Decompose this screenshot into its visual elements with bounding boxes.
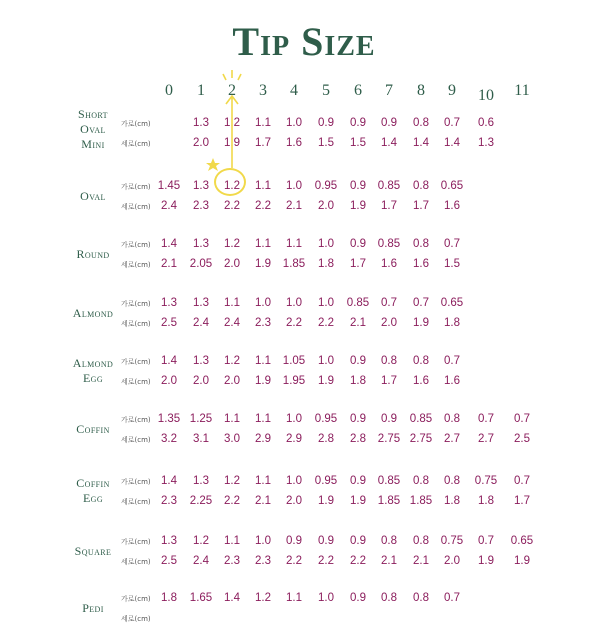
width-value: 0.8	[413, 117, 429, 129]
width-value: 1.2	[255, 592, 271, 604]
length-value: 2.2	[224, 200, 240, 212]
length-value: 1.4	[381, 137, 397, 149]
length-value: 2.4	[224, 317, 240, 329]
shape-name-line: Coffin	[76, 476, 110, 490]
width-value: 1.2	[224, 238, 240, 250]
width-value: 1.2	[224, 355, 240, 367]
length-value: 1.6	[444, 200, 460, 212]
shape-name-line: Oval	[80, 188, 106, 203]
width-label: 가로(cm)	[121, 478, 151, 486]
width-value: 1.3	[161, 297, 177, 309]
shape-name-line: Pedi	[82, 600, 104, 615]
length-value: 2.3	[224, 555, 240, 567]
width-value: 0.7	[413, 297, 429, 309]
width-value: 0.6	[478, 117, 494, 129]
length-value: 2.2	[318, 317, 334, 329]
length-value: 2.4	[161, 200, 177, 212]
width-value: 0.65	[440, 297, 464, 309]
width-value: 0.7	[381, 297, 397, 309]
length-value: 1.8	[478, 495, 494, 507]
width-value: 0.7	[514, 413, 530, 425]
width-value: 0.65	[440, 180, 464, 192]
width-value: 0.8	[413, 180, 429, 192]
width-value: 1.2	[224, 180, 240, 192]
length-value: 2.75	[409, 433, 433, 445]
width-value: 1.4	[224, 592, 240, 604]
width-value: 1.1	[255, 180, 271, 192]
width-value: 0.9	[350, 180, 366, 192]
width-value: 1.2	[193, 535, 209, 547]
width-value: 1.8	[161, 592, 177, 604]
size-header: 3	[259, 82, 267, 99]
length-value: 1.7	[350, 258, 366, 270]
length-value: 2.0	[444, 555, 460, 567]
length-value: 1.7	[413, 200, 429, 212]
length-value: 1.8	[444, 317, 460, 329]
length-value: 1.7	[255, 137, 271, 149]
length-value: 2.2	[286, 555, 302, 567]
width-value: 1.0	[255, 297, 271, 309]
width-label: 가로(cm)	[121, 538, 151, 546]
width-value: 1.1	[255, 475, 271, 487]
length-value: 1.8	[444, 495, 460, 507]
length-value: 1.6	[444, 375, 460, 387]
shape-name-line: Coffin	[76, 421, 110, 436]
length-value: 2.0	[193, 375, 209, 387]
width-value: 1.3	[161, 535, 177, 547]
width-value: 1.0	[286, 413, 302, 425]
width-value: 0.9	[381, 413, 397, 425]
length-value: 2.5	[514, 433, 530, 445]
length-label: 세로(cm)	[121, 320, 151, 328]
length-label: 세로(cm)	[121, 378, 151, 386]
width-value: 1.0	[318, 592, 334, 604]
length-value: 1.85	[409, 495, 433, 507]
width-value: 0.8	[381, 535, 397, 547]
width-value: 1.1	[255, 355, 271, 367]
length-value: 2.3	[161, 495, 177, 507]
size-header: 0	[165, 82, 173, 99]
width-label: 가로(cm)	[121, 358, 151, 366]
length-value: 2.05	[189, 258, 213, 270]
width-value: 1.3	[193, 238, 209, 250]
width-value: 0.85	[377, 180, 401, 192]
length-value: 1.9	[514, 555, 530, 567]
width-value: 1.0	[255, 535, 271, 547]
width-value: 0.95	[314, 180, 338, 192]
length-value: 2.4	[193, 555, 209, 567]
length-value: 1.7	[381, 375, 397, 387]
width-value: 0.85	[377, 475, 401, 487]
length-label: 세로(cm)	[121, 498, 151, 506]
width-label: 가로(cm)	[121, 183, 151, 191]
width-value: 1.4	[161, 238, 177, 250]
length-value: 1.8	[350, 375, 366, 387]
length-value: 3.0	[224, 433, 240, 445]
length-value: 2.3	[255, 317, 271, 329]
shape-name-line: Mini	[81, 136, 105, 151]
length-value: 1.6	[286, 137, 302, 149]
width-value: 0.95	[314, 413, 338, 425]
width-value: 1.1	[286, 238, 302, 250]
length-value: 1.5	[444, 258, 460, 270]
width-value: 1.1	[224, 413, 240, 425]
width-value: 0.8	[413, 355, 429, 367]
width-value: 0.9	[318, 117, 334, 129]
width-value: 1.0	[286, 180, 302, 192]
sparkle-lines-icon	[223, 70, 241, 80]
width-value: 1.0	[286, 475, 302, 487]
width-value: 0.8	[413, 592, 429, 604]
length-value: 1.85	[377, 495, 401, 507]
length-value: 2.0	[224, 375, 240, 387]
width-value: 0.9	[350, 475, 366, 487]
shape-name-line: Egg	[82, 491, 104, 505]
length-value: 2.2	[286, 317, 302, 329]
length-value: 2.1	[413, 555, 429, 567]
width-value: 0.7	[444, 238, 460, 250]
length-value: 2.3	[255, 555, 271, 567]
width-value: 1.65	[189, 592, 213, 604]
star-icon	[206, 158, 220, 171]
width-value: 0.75	[474, 475, 498, 487]
shape-name-line: Oval	[80, 121, 106, 136]
length-label: 세로(cm)	[121, 140, 151, 148]
width-value: 0.9	[350, 535, 366, 547]
width-value: 0.8	[444, 475, 460, 487]
width-value: 0.85	[346, 297, 370, 309]
width-value: 0.7	[444, 117, 460, 129]
length-value: 2.2	[318, 555, 334, 567]
shape-name-line: Almond	[72, 305, 114, 320]
width-value: 0.75	[440, 535, 464, 547]
length-value: 2.75	[377, 433, 401, 445]
length-value: 1.9	[413, 317, 429, 329]
highlight-circle	[214, 168, 246, 196]
length-value: 1.7	[381, 200, 397, 212]
length-value: 1.8	[318, 258, 334, 270]
length-value: 1.9	[255, 258, 271, 270]
size-header: 5	[322, 82, 330, 99]
width-value: 0.9	[350, 117, 366, 129]
shape-name-line: Almond	[72, 356, 114, 370]
size-header: 6	[354, 82, 362, 99]
shape-name-line: Round	[76, 246, 110, 261]
length-value: 3.2	[161, 433, 177, 445]
width-label: 가로(cm)	[121, 595, 151, 603]
width-value: 1.2	[224, 117, 240, 129]
length-value: 2.5	[161, 317, 177, 329]
length-value: 2.0	[286, 495, 302, 507]
size-header: 11	[514, 82, 530, 99]
shape-name-line: Egg	[82, 371, 104, 385]
length-value: 2.2	[224, 495, 240, 507]
width-value: 0.85	[377, 238, 401, 250]
length-value: 2.4	[193, 317, 209, 329]
length-value: 1.6	[381, 258, 397, 270]
width-value: 0.9	[350, 413, 366, 425]
width-value: 1.25	[189, 413, 213, 425]
width-value: 0.9	[350, 238, 366, 250]
length-value: 1.4	[444, 137, 460, 149]
length-label: 세로(cm)	[121, 203, 151, 211]
width-value: 1.4	[161, 355, 177, 367]
width-value: 0.9	[381, 117, 397, 129]
length-value: 1.6	[413, 258, 429, 270]
width-value: 1.0	[286, 117, 302, 129]
width-value: 1.0	[318, 238, 334, 250]
length-value: 2.8	[318, 433, 334, 445]
width-value: 1.3	[193, 475, 209, 487]
width-value: 0.8	[413, 475, 429, 487]
width-value: 0.8	[381, 355, 397, 367]
width-value: 0.7	[444, 592, 460, 604]
length-label: 세로(cm)	[121, 261, 151, 269]
size-header: 1	[197, 82, 205, 99]
size-header: 8	[417, 82, 425, 99]
length-label: 세로(cm)	[121, 558, 151, 566]
width-value: 1.1	[286, 592, 302, 604]
width-value: 1.3	[193, 355, 209, 367]
size-header: 4	[290, 82, 298, 99]
width-value: 0.8	[413, 535, 429, 547]
width-value: 0.9	[350, 592, 366, 604]
length-value: 2.1	[381, 555, 397, 567]
size-header: 9	[448, 82, 456, 99]
length-value: 1.9	[255, 375, 271, 387]
length-value: 2.0	[193, 137, 209, 149]
size-header: 10	[478, 87, 494, 104]
length-value: 1.5	[350, 137, 366, 149]
width-value: 1.1	[224, 297, 240, 309]
size-header: 2	[228, 82, 236, 99]
length-value: 1.95	[282, 375, 306, 387]
length-value: 2.1	[286, 200, 302, 212]
width-value: 0.8	[444, 413, 460, 425]
length-label: 세로(cm)	[121, 436, 151, 444]
length-value: 2.0	[224, 258, 240, 270]
length-value: 2.1	[161, 258, 177, 270]
length-value: 1.4	[413, 137, 429, 149]
length-value: 1.3	[478, 137, 494, 149]
length-value: 1.9	[478, 555, 494, 567]
width-value: 1.35	[157, 413, 181, 425]
length-value: 2.0	[318, 200, 334, 212]
width-value: 0.7	[478, 413, 494, 425]
length-value: 1.9	[318, 375, 334, 387]
width-value: 0.7	[444, 355, 460, 367]
width-value: 0.85	[409, 413, 433, 425]
width-value: 0.65	[510, 535, 534, 547]
length-value: 1.9	[318, 495, 334, 507]
length-value: 3.1	[193, 433, 209, 445]
width-label: 가로(cm)	[121, 300, 151, 308]
length-value: 1.7	[514, 495, 530, 507]
length-value: 2.5	[161, 555, 177, 567]
page-title: Tip Size	[232, 19, 376, 64]
width-value: 0.7	[514, 475, 530, 487]
width-value: 1.1	[224, 535, 240, 547]
length-value: 2.8	[350, 433, 366, 445]
length-value: 2.1	[350, 317, 366, 329]
length-value: 1.5	[318, 137, 334, 149]
width-value: 1.2	[224, 475, 240, 487]
length-value: 1.9	[350, 495, 366, 507]
width-label: 가로(cm)	[121, 241, 151, 249]
width-value: 0.8	[413, 238, 429, 250]
width-value: 1.05	[282, 355, 306, 367]
width-label: 가로(cm)	[121, 416, 151, 424]
length-label: 세로(cm)	[121, 615, 151, 623]
length-value: 1.9	[350, 200, 366, 212]
shape-name-line: Short	[78, 106, 108, 121]
width-value: 1.3	[193, 180, 209, 192]
width-value: 0.7	[478, 535, 494, 547]
length-value: 1.6	[413, 375, 429, 387]
length-value: 2.25	[189, 495, 213, 507]
length-value: 2.2	[255, 200, 271, 212]
width-value: 0.9	[318, 535, 334, 547]
width-value: 0.8	[381, 592, 397, 604]
width-value: 1.3	[193, 297, 209, 309]
width-value: 1.0	[318, 297, 334, 309]
length-value: 2.7	[478, 433, 494, 445]
length-value: 2.7	[444, 433, 460, 445]
width-value: 0.9	[350, 355, 366, 367]
length-value: 2.1	[255, 495, 271, 507]
width-value: 1.0	[318, 355, 334, 367]
width-value: 0.9	[286, 535, 302, 547]
length-value: 2.9	[255, 433, 271, 445]
width-value: 0.95	[314, 475, 338, 487]
length-value: 2.3	[193, 200, 209, 212]
size-header: 7	[385, 82, 393, 99]
width-value: 1.45	[157, 180, 181, 192]
length-value: 2.0	[161, 375, 177, 387]
width-value: 1.3	[193, 117, 209, 129]
width-value: 1.1	[255, 413, 271, 425]
shape-name-line: Square	[74, 543, 112, 558]
width-value: 1.1	[255, 117, 271, 129]
length-value: 2.0	[381, 317, 397, 329]
width-value: 1.0	[286, 297, 302, 309]
length-value: 1.85	[282, 258, 306, 270]
length-value: 1.9	[224, 137, 240, 149]
width-value: 1.1	[255, 238, 271, 250]
length-value: 2.9	[286, 433, 302, 445]
width-value: 1.4	[161, 475, 177, 487]
arrow-up-icon	[226, 96, 238, 168]
length-value: 2.2	[350, 555, 366, 567]
width-label: 가로(cm)	[121, 120, 151, 128]
